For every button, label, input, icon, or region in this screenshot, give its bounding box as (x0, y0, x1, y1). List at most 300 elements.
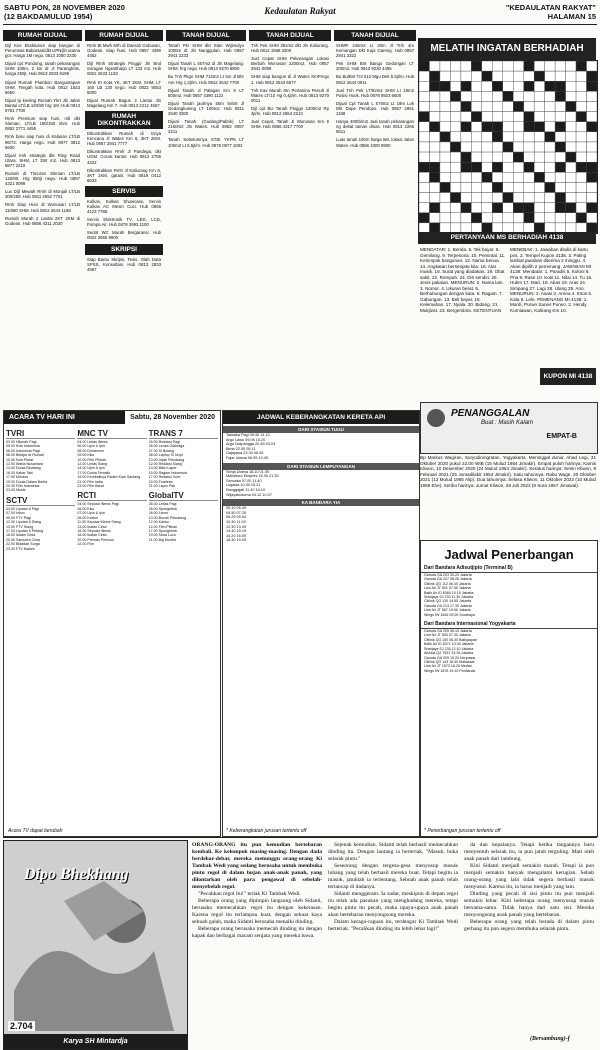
crossword-cell (524, 172, 534, 182)
story-continued: (Bersambung)-f (530, 1036, 570, 1042)
flight-row: Citilink QG 150 08.30 Balikpapan (424, 637, 477, 642)
crossword-cell (524, 152, 534, 162)
newspaper-masthead: Kedaulatan Rakyat (264, 6, 336, 16)
crossword-cell (566, 132, 576, 142)
crossword-cell (471, 71, 481, 81)
flight-row: Garuda GA 213 17.35 Jakarta (424, 603, 472, 608)
crossword-cell (503, 112, 513, 122)
crossword-cell (534, 101, 544, 111)
crossword-clues: MENDATAR: 1. Benda. 5. Tek bayar. 8. Gemilang. 9. Terpesona. 10. Pemintal. 11. Kelompok bangunan. 12. Nama benua. 14. Angkatan bersenjata kita. 16. Alat musik. 18. Surat yang diadakan. 19. Obat sakit. 22. Rempah. 24. Diri sendiri. 25. Jenis pakaian. MENURUN: 2. Nama lain. 3. Nomor. 4. Ukuran berat. 5. Berhubungan dengan kata. 6. Ragam. 7. Gabungan. 13. Beli bayar. 15. Kelemahan. 17. Nyala. 20. Bidang. 21. Mukjizat. 23. Bergembira. KETENTUAN MENEBAK: 1. Jawaban ditulis di kartu pos. 2. Tempel Kupon 4138. 3. Paling lambat jawaban diterima 2 minggu. 4. Akan dipilih 2 pemenang. JAWABAN MI 4138: Mendatar: 1. Paradis 5. Koloni 8. Pria 9. Rase 10. Koki 11. Nilai 14. Tu 16. Hukm 17. Mari. 18. Abas 19. Aras 24. Simpang 27. Lagi 28. Ulang 29. Ano. MENURUN: 2. Asasi 3. Arena 4. Esos 5. Kata 6. Lele. PEMENANG MI 4138: 1. Murdi, Purwo Sanes Purwo. 2. Hendy Kurniawan, Kalirang Km 10. (420, 247, 593, 313)
crossword-cell (524, 162, 534, 172)
crossword-cell (482, 122, 492, 132)
classified-ad: Pek SHM Bnt Bango Gedongan LT 200m2. Hub 0813 9230 4455 (336, 61, 414, 72)
column-heading: SKRIPSI (85, 244, 163, 255)
crossword-cell (576, 112, 586, 122)
tv-schedule-header (4, 411, 220, 424)
obituary-notice: Bp Markus Wagiran, Suryodiningratan, Yogyakarta. Meninggal dunia: Ahad Legi, 31 Oktober 2020 pukul 22.00 WIB (15 Mulud 1954 Jimakir). Empat puluh harinya: Kamis Kliwon, 10 Desember 2020 (24 Mulud 1954 Jimakir). Seratus harinya: Senin Kliwon, 8 Februari 2021 (25 Jumadilakir 1954 Jimakir). Satu tahunnya: Rabu Wage, 20 Oktober 2021 (13 Mulud 1955 Alip). Dua tahunnya: Selasa Kliwon, 11 Oktober 2022 (10 Mulud 1956 Ehe). Seribu harinya: Jumat Kliwon, 28 Juli 2023 (9 Sura 1957 Jimawal). (420, 455, 596, 488)
tv-program: 10.00 Bocah Petualang (148, 515, 187, 520)
crossword-cell (513, 101, 523, 111)
crossword-cell (471, 152, 481, 162)
tv-grid (4, 424, 220, 553)
crossword-cell (429, 91, 439, 101)
crossword-cell (555, 112, 565, 122)
classified-ad: SHM siap bangun di Jl Wates KmPrngx 1. Hub 0812 2543 6677 (251, 74, 329, 85)
crossword-cell (513, 132, 523, 142)
classified-ad: Luas tanah 100m harga 6M, lokasi Jalan Wates. Hub 0856 4300 9900 (336, 137, 414, 148)
crossword-cell (471, 203, 481, 213)
tv-program: 23.00 Musik (6, 488, 26, 493)
crossword-cell (429, 152, 439, 162)
crossword-cell (576, 91, 586, 101)
crossword-cell (555, 213, 565, 223)
crossword-cell (534, 71, 544, 81)
crossword-cell (450, 193, 460, 203)
crossword-cell (471, 142, 481, 152)
crossword-cell (576, 101, 586, 111)
tv-program: 07.00 Upin & Ipin (77, 511, 105, 516)
crossword-cell (450, 132, 460, 142)
train-row: 06.50 07.29 (226, 510, 247, 515)
flight-row: Sriwijaya SJ 235 12.10 Jakarta (424, 646, 474, 651)
crossword-cell (513, 91, 523, 101)
crossword-cell (555, 162, 565, 172)
crossword-cell (524, 203, 534, 213)
crossword-cell (419, 162, 429, 172)
crossword-cell (440, 162, 450, 172)
tv-program: 12.00 Warta Nusantara (6, 462, 44, 467)
crossword-cell (482, 172, 492, 182)
crossword-cell (492, 91, 502, 101)
header-date (4, 3, 125, 21)
column-heading: TANAH DIJUAL (166, 30, 246, 41)
crossword-cell (566, 152, 576, 162)
crossword-cell (576, 203, 586, 213)
train-row: Taksaka Pagi 08.45 14.10 (226, 433, 270, 437)
tv-channel-name: GlobalTV (149, 491, 218, 501)
classified-ad: Servis Elektronik TV, LED, LCD, Pompa Air. Hub 0878 3993 1100 (87, 217, 161, 228)
train-row: 18.30 19.09 (226, 538, 247, 543)
crossword-cell (534, 203, 544, 213)
crossword-cell (482, 182, 492, 192)
classified-ad: Bu Bu/Bnt Tnt 512 Mgu Dek 5.5jt/m. Hub 0812 2544 0911 (336, 74, 414, 85)
crossword-cell (545, 112, 555, 122)
crossword-cell (587, 81, 597, 91)
crossword-cell (429, 122, 439, 132)
tv-program: 12.00 Lintas Siang (77, 462, 108, 467)
tv-program: 20.30 Film Indonesia (6, 484, 40, 489)
classified-ad: Dijual cpt Pundong, tanah pekarangan SHM 100m, 2 km dr Jl Parangtritis, harga 250jt. Hub 0813 2833 8199 (5, 61, 80, 77)
crossword-cell (545, 71, 555, 81)
comic-issue-number: 2.704 (10, 1021, 33, 1031)
classified-ad: Tanah Sebelumnya STIE YKPN LT 100m2 Lt 6,5jt/m. Hub 0878 0977 1002 (168, 137, 244, 148)
flight-row: Citilink QG 130 14.55 Jakarta (424, 599, 471, 604)
story-paragraph: ORANG-ORANG itu pun kemudian bertebaran kembali. Ke kelompok masing-masing. Dengan dada berdebar-debar, mereka menunggu orang-orang Ki Tambak Wedi yang sedang berusaha untuk membuka pintu regol di dalam hujan anak-anak panah, yang dilontarkan oleh para pengawal di sebelah-menyebelah regol. (192, 842, 322, 890)
crossword-cell (555, 193, 565, 203)
crossword-cell (513, 61, 523, 71)
comic-title: Dipo Bhekhang (24, 866, 129, 883)
crossword-cell (429, 162, 439, 172)
tv-program: 14.00 Upin & Ipin (77, 466, 105, 471)
tv-program: 06.00 Spongebob (148, 506, 178, 511)
crossword-cell (566, 213, 576, 223)
crossword-cell (587, 132, 597, 142)
tv-program: 06.00 Lensa Olahraga (148, 444, 185, 449)
crossword-cell (534, 172, 544, 182)
crossword-cell (471, 81, 481, 91)
crossword-cell (471, 193, 481, 203)
crossword-cell (524, 71, 534, 81)
crossword-cell (576, 182, 586, 192)
tv-program: 12.00 Redaksi Siang (148, 462, 182, 467)
classified-ad: Dijual Tanah (Gudang/Pabrik) LT 2160m2 Jln Wates. Hub 0853 0087 2211 (168, 119, 244, 135)
crossword-cell (566, 71, 576, 81)
crossword-cell (587, 112, 597, 122)
crossword-cell (440, 152, 450, 162)
crossword-cell (545, 172, 555, 182)
crossword-cell (419, 132, 429, 142)
tv-program: 08.00 Belajar dr Rumah (6, 453, 44, 458)
classified-ad: Dijual Rumah Bagus 2 Lantai Jln Magelang Km 7. Hub 0813 2212 4567 (87, 97, 161, 108)
flight-section-2: Dari Bandara Internasional Yogyakarta (421, 620, 597, 629)
classified-ad: Just Cepat SHM Pekarangan Lokasi Berbah Wonosari 2200m2. Hub 0857 2941 0099 (251, 56, 329, 72)
flight-title: Jadwal Penerbangan (444, 547, 574, 562)
crossword-title: MELATIH INGATAN BERHADIAH (418, 38, 596, 60)
crossword-cell (492, 81, 502, 91)
crossword-cell (566, 81, 576, 91)
crossword-cell (576, 162, 586, 172)
story-paragraph: Beberapa orang yang telah berada di dalam pintu gerbang itu pun segera membuka selarak pintu. (464, 919, 594, 932)
tv-program: 04.00 Seputar iNews Pagi (77, 502, 119, 507)
crossword-cell (576, 213, 586, 223)
crossword-cell (534, 182, 544, 192)
crossword-cell (566, 122, 576, 132)
header-divider (3, 24, 597, 25)
crossword-cell (419, 122, 429, 132)
crossword-cell (503, 101, 513, 111)
crossword-cell (461, 142, 471, 152)
tv-program: 06.00 Indonesia Pagi (6, 448, 40, 453)
train-bandara-section: KA BANDARA YIA (223, 499, 419, 506)
crossword-cell (503, 193, 513, 203)
flight-row: AirAsia QZ 7537 13.35 Jakarta (424, 651, 474, 656)
crossword-cell (429, 142, 439, 152)
comic-author: Karya SH Mintardja (4, 1034, 187, 1049)
tv-program: 17.00 Redaksi Sore (148, 475, 181, 480)
crossword-cell (545, 152, 555, 162)
tv-schedule-date: Sabtu, 28 November 2020 (125, 411, 220, 424)
crossword-cell (440, 193, 450, 203)
crossword-cell (587, 182, 597, 192)
crossword-cell (503, 91, 513, 101)
crossword-cell (587, 91, 597, 101)
crossword-cell (587, 71, 597, 81)
flight-row: Citilink QG 143 16.40 Makassar (424, 659, 475, 664)
flight-row: Sriwijaya SJ 233 11.30 Jakarta (424, 595, 474, 600)
comic-panel (3, 840, 188, 1050)
crossword-cell (513, 81, 523, 91)
crossword-cell (450, 162, 460, 172)
crossword-cell (576, 61, 586, 71)
column-heading: RUMAH DIKONTRAKKAN (85, 111, 163, 129)
crossword-cell (440, 101, 450, 111)
crossword-cell (576, 152, 586, 162)
crossword-cell (471, 172, 481, 182)
crossword-cell (513, 152, 523, 162)
tv-program: 22.00 Film (77, 542, 95, 547)
tv-program: 21.00 Big Movies (148, 537, 177, 542)
crossword-cell (450, 71, 460, 81)
crossword-cell (482, 142, 492, 152)
crossword-cell (534, 132, 544, 142)
crossword-cell (503, 71, 513, 81)
crossword-cell (450, 182, 460, 192)
crossword-cell (503, 152, 513, 162)
crossword-cell (461, 81, 471, 91)
crossword-cell (555, 142, 565, 152)
crossword-cell (503, 122, 513, 132)
tv-program: 09.00 FTV Pagi (6, 515, 31, 520)
flight-row: Batik Air ID 6365 10.15 Jakarta (424, 590, 474, 595)
crossword-cell (482, 213, 492, 223)
header-paper-name: "KEDAULATAN RAKYAT" (505, 3, 596, 12)
crossword-cell (524, 142, 534, 152)
crossword-cell (534, 122, 544, 132)
crossword-cell (503, 182, 513, 192)
classified-ad: Dijual tp keeling Rumah Ykrt Jln Jalan Bantul LT/LB 120/90 hrg 1M. Hub 0813 9751 7700 (5, 97, 80, 114)
tv-program: 20.00 Preman Pensiun (77, 537, 114, 542)
crossword-cell (555, 81, 565, 91)
crossword-cell (429, 132, 439, 142)
train-row: Argo Lawu 09.05 15.20 (226, 437, 266, 442)
train-row: 16.20 16.59 (226, 533, 247, 538)
crossword-cell (471, 61, 481, 71)
train-row: Gajayana 23.33 06.40 (226, 451, 264, 456)
crossword-subtitle: PERTANYAAN MS BERHADIAH 4138 (418, 232, 596, 244)
tv-program: 17.00 Dunia Terbalik (77, 470, 111, 475)
train-title: JADWAL KEBERANGKATAN KERETA API (223, 411, 419, 424)
tv-program: 08.00 Larva (148, 511, 168, 516)
header-page-number: HALAMAN 15 (547, 12, 596, 21)
crossword-cell (419, 172, 429, 182)
crossword-cell (492, 101, 502, 111)
tv-program: 08.00 Kartun (77, 515, 98, 520)
crossword-cell (440, 182, 450, 192)
coupon-badge: KUPON MI 4138 (540, 368, 596, 385)
crossword-cell (419, 213, 429, 223)
tv-program: 18.00 Ikatan Cinta (6, 533, 36, 538)
crossword-cell (461, 182, 471, 192)
crossword-cell (503, 61, 513, 71)
crossword-cell (461, 162, 471, 172)
crossword-cell (587, 213, 597, 223)
crossword-cell (450, 101, 460, 111)
penanggalan-note: EMPAT-B (546, 433, 577, 440)
crossword-cell (513, 182, 523, 192)
crossword-cell (440, 81, 450, 91)
crossword-cell (429, 172, 439, 182)
crossword-cell (566, 193, 576, 203)
crossword-cell (566, 182, 576, 192)
crossword-cell (492, 172, 502, 182)
crossword-cell (576, 172, 586, 182)
crossword-cell (419, 142, 429, 152)
crossword-cell (513, 122, 523, 132)
crossword-cell (503, 142, 513, 152)
crossword-cell (513, 142, 523, 152)
flight-row: Garuda GA 203 05.20 Jakarta (424, 573, 472, 577)
tv-program: 09.00 Kiko (77, 453, 95, 458)
tv-program: 08.00 Doraemon (77, 448, 105, 453)
tv-program: 10.00 Film Pilihan (77, 457, 106, 462)
crossword-cell (461, 112, 471, 122)
crossword-cell (492, 61, 502, 71)
train-row: Fajar Utama 06.55 12.45 (226, 455, 269, 460)
crossword-cell (419, 81, 429, 91)
crossword-cell (555, 132, 565, 142)
tv-program: 19.00 Tawa Lucu (148, 533, 176, 538)
crossword-cell (587, 142, 597, 152)
crossword-cell (461, 213, 471, 223)
tv-program: 07.00 Si Bolang (148, 448, 175, 453)
tv-program: 17.00 Mimbar (6, 475, 28, 480)
classified-ad: Tnh Kav Murah Stn Pertanina Penuh Jl Wates LT/10 Hg 0,4jt/m. Hub 0813 9270 0011 (251, 87, 329, 103)
page-header (0, 0, 600, 24)
crossword-cell (555, 182, 565, 192)
crossword-cell (482, 152, 492, 162)
train-row: Logawa 10.30 15.21 (226, 483, 261, 488)
crossword-cell (419, 71, 429, 81)
crossword-cell (576, 122, 586, 132)
classified-ad: Rmh Siap Huni di Wonosari LT/LB 110/80 SHM. Hub 0812 2543 1188 (5, 202, 80, 213)
story-paragraph: Sejenak kemudian, Sidanti telah berhasil memecahkan dinding itu. Dengan lantang ia berteriak, "Masuk, buka selarak pintu." (328, 842, 458, 862)
flight-row: Lion Air JT 551 07.50 Jakarta (424, 586, 471, 591)
tv-channel-block (6, 426, 75, 551)
crossword-cell (450, 122, 460, 132)
crossword-cell (545, 101, 555, 111)
tv-program: 17.00 Liputan 6 Petang (6, 528, 44, 533)
tv-program: 12.00 Kartun (148, 520, 170, 525)
crossword-cell (545, 182, 555, 192)
crossword-cell (482, 61, 492, 71)
flight-row: Lion Air JT 1573 18.20 Medan (424, 664, 472, 669)
tv-program: 19.00 Kembalinya Raden Kian Santang (77, 475, 141, 480)
tv-program: 20.00 Samudra Cinta (6, 537, 40, 542)
crossword-cell (545, 81, 555, 91)
crossword-cell (566, 172, 576, 182)
crossword-cell (576, 193, 586, 203)
classified-ad: Tanah Pkr SHM dkt Stan Wijimulyo 1000m dt Jln Nanggulan. Hub 0857 2941 2233 (168, 43, 244, 59)
crossword-cell (534, 193, 544, 203)
story-paragraph: Seseorang dengan tergesa-gesa menyusup masuk lubang yang telah berhasil mereka buat. Tetapi begitu ia masuk, jatuhlah ia terlentang. Sebuah anak panah telah tertancap di dadanya. (328, 863, 458, 890)
crossword-cell (534, 142, 544, 152)
tv-program: 06.00 Kiko (77, 506, 95, 511)
crossword-cell (450, 203, 460, 213)
tv-program: 16.30 Seputar iNews (77, 528, 111, 533)
column-heading: RUMAH DIJUAL (3, 30, 82, 41)
crossword-cell (450, 152, 460, 162)
crossword-cell (555, 61, 565, 71)
crossword-cell (503, 172, 513, 182)
crossword-cell (492, 112, 502, 122)
crossword-cell (513, 203, 523, 213)
header-page-info (506, 3, 596, 21)
tv-channel-name: SCTV (6, 496, 75, 506)
crossword-cell (545, 162, 555, 172)
tv-program: 13.00 Ikatan Cinta (77, 524, 107, 529)
classified-ad: Dijual Cpt Tanah L 578m2 Lt 19m Lok Dkt Dupe Pendopo. Hub 0857 2951 1188 (336, 100, 414, 117)
classified-ad: Dijl Rmh Strategis Pinggir Jln Bnd Soragan Ngestiharjo LT 133 m2. Hub 0822 2633 1133 (87, 61, 161, 77)
classified-ad: Dijual Tanah jauhnya 50m Sebrt Jl Gedongkuning LT 100m2. Hub 0811 2540 3300 (168, 100, 244, 117)
crossword-cell (440, 91, 450, 101)
story-column-2 (328, 842, 458, 933)
flight-row: Lion Air JT 553 07.35 Jakarta (424, 633, 471, 638)
classified-ad: Dijual Tanah Jl Palagan Km 9 LT 500m2. Hub 0857 4390 1122 (168, 87, 244, 98)
crossword-cell (566, 203, 576, 213)
crossword-cell (461, 152, 471, 162)
crossword-cell (545, 91, 555, 101)
crossword-cell (450, 91, 460, 101)
flight-schedule (420, 540, 598, 837)
crossword-cell (482, 71, 492, 81)
column-heading: SERVIS (85, 186, 163, 197)
classified-ad: Rmh Bt Mwh Mrh di Daerah Gobusan, Godean. Siap huni. Hub 0857 4390 4452 (87, 43, 161, 59)
crossword-cell (450, 172, 460, 182)
crossword-cell (503, 132, 513, 142)
crossword-cell (492, 193, 502, 203)
crossword-cell (450, 81, 460, 91)
story-column-1 (192, 842, 322, 940)
crossword-cell (461, 61, 471, 71)
crossword-cell (503, 162, 513, 172)
crossword-cell (482, 132, 492, 142)
crossword-cell (534, 213, 544, 223)
tv-channel-name: RCTI (77, 491, 146, 501)
classified-column-1 (3, 30, 82, 405)
tv-program: 03.00 Hikmah Pagi (6, 440, 37, 444)
crossword-cell (545, 203, 555, 213)
crossword-cell (482, 193, 492, 203)
crossword-cell (461, 91, 471, 101)
crossword-cell (482, 91, 492, 101)
penanggalan-logo-icon (427, 409, 445, 427)
tv-program: 10.00 Jejak Petualang (148, 457, 185, 462)
tv-program: 04.00 Liputan 6 Pagi (6, 506, 39, 511)
crossword-cell (503, 203, 513, 213)
story-paragraph: Beberapa orang yang dipimpin langsung oleh Sidanti, berusaha memecahkan regol itu dengan kekerasan. Karena regol itu terlampau kuat, dengan sekuat kaya sebuah galah, maka Sidanti berusaha menaiki dinding. (192, 898, 322, 925)
crossword-cell (450, 142, 460, 152)
classified-ad: Bu Tnh Pkgn SHM 712m2 Lt 6m Jl Bhr Am Hrg 1,2jt/m. Hub 0812 2542 7700 (168, 74, 244, 85)
flight-row: Garuda GA 209 15.20 Denpasar (424, 655, 476, 660)
crossword-cell (524, 182, 534, 192)
crossword-cell (524, 132, 534, 142)
flight-row: Batik Air ID 6371 10.40 Jakarta (424, 642, 474, 647)
classified-ad: Jual Cepat, Tanah Jl Wonosari Km 9 SHM. Hub 0856 4317 7700 (251, 119, 329, 130)
crossword-cell (492, 203, 502, 213)
classified-ad: Hanya 400rb/m2 Jual tanah pekarangan ng dekat taman dinas. Hub 0813 2266 5511 (336, 119, 414, 135)
crossword-cell (482, 81, 492, 91)
classified-ad: Dikontrakkan Rmh Jl Pandega, dkt UGM. Cocok kantor. Hub 0812 2755 4422 (87, 149, 161, 165)
crossword-cell (471, 112, 481, 122)
crossword-cell (471, 101, 481, 111)
crossword-cell (524, 61, 534, 71)
classified-ad: Dijual rmh strategis dkt Ring Road Utara. SHM, LT 250 m2. Hub 0813 9877 2210 (5, 152, 80, 168)
crossword-cell (555, 91, 565, 101)
crossword-cell (429, 193, 439, 203)
crossword-cell (492, 142, 502, 152)
crossword-cell (513, 172, 523, 182)
crossword-cell (471, 182, 481, 192)
classified-ad: Rmh Kt Kota YK, 4KT 2KM, SHM, LT 160 LB 130 nego. Hub 0822 9053 5000 (87, 79, 161, 95)
